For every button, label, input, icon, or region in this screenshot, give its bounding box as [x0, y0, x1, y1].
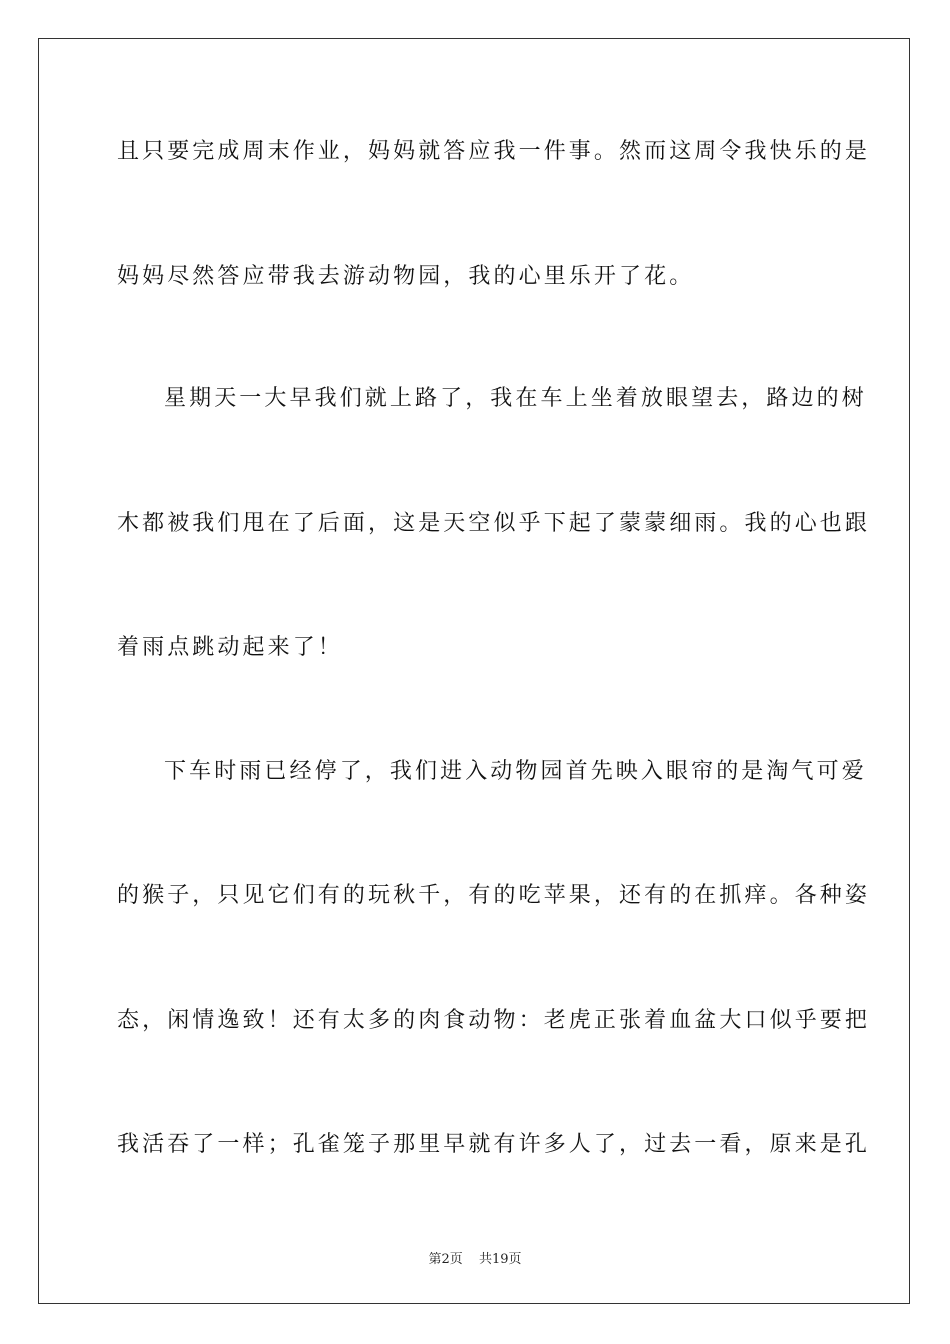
text-line: 态，闲情逸致！还有太多的肉食动物：老虎正张着血盆大口似乎要把: [117, 1008, 871, 1033]
paragraph-start-line: 星期天一大早我们就上路了，我在车上坐着放眼望去，路边的树: [164, 386, 867, 411]
text-line: 且只要完成周末作业，妈妈就答应我一件事。然而这周令我快乐的是: [117, 139, 871, 164]
page-number: 第2页: [428, 1252, 463, 1267]
text-line: 木都被我们甩在了后面，这是天空似乎下起了蒙蒙细雨。我的心也跟: [117, 511, 871, 536]
text-line: 我活吞了一样；孔雀笼子那里早就有许多人了，过去一看，原来是孔: [117, 1132, 871, 1157]
page-total: 共19页: [478, 1252, 522, 1267]
text-line: 妈妈尽然答应带我去游动物园，我的心里乐开了花。: [117, 264, 695, 289]
text-line: 着雨点跳动起来了！: [117, 635, 343, 660]
page-border: [38, 38, 910, 1304]
text-line: 的猴子，只见它们有的玩秋千，有的吃苹果，还有的在抓痒。各种姿: [117, 883, 871, 908]
paragraph-start-line: 下车时雨已经停了，我们进入动物园首先映入眼帘的是淘气可爱: [164, 759, 867, 784]
page-footer: [0, 1248, 950, 1267]
